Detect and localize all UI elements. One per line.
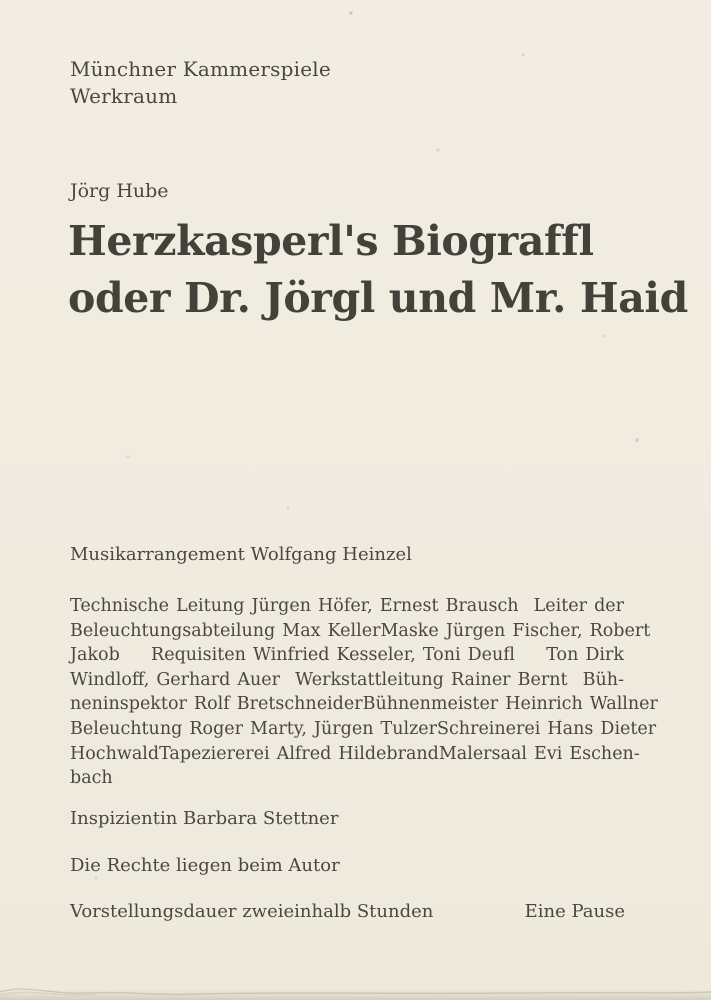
intermission-note: Eine Pause <box>524 901 625 922</box>
credit-segment: Leiter der <box>533 596 624 616</box>
credit-segment: Hochwald <box>70 743 160 764</box>
stage-manager-credit: Inspizientin Barbara Stettner <box>70 808 339 829</box>
page-bottom-shadow <box>0 989 711 1000</box>
play-title <box>68 213 688 327</box>
credit-segment: Jakob <box>70 645 120 666</box>
credits-line <box>70 668 624 693</box>
credit-segment: Tapeziererei Alfred Hildebrand <box>159 743 439 764</box>
music-credit: Musikarrangement Wolfgang Heinzel <box>70 544 412 565</box>
credit-segment: Büh- <box>582 669 624 690</box>
credit-segment: neninspektor Rolf Bretschneider <box>70 694 363 715</box>
credits-paragraph <box>70 594 658 791</box>
author-name: Jörg Hube <box>70 180 169 202</box>
credit-segment: Schreinerei Hans Dieter <box>437 718 657 739</box>
credits-line <box>70 742 640 767</box>
rights-note: Die Rechte liegen beim Autor <box>70 855 340 876</box>
credit-segment: Werkstattleitung Rainer Bernt <box>295 669 568 690</box>
venue-stage: Werkraum <box>70 84 178 108</box>
credit-segment: Technische Leitung Jürgen Höfer, Ernest Brausch <box>70 596 519 616</box>
credit-segment: Requisiten Winfried Kesseler, Toni Deufl <box>151 645 515 666</box>
venue-block <box>70 56 331 110</box>
credits-line <box>70 619 651 644</box>
credit-segment: Beleuchtungsabteilung Max Keller <box>70 620 381 641</box>
credits-line <box>70 717 657 742</box>
duration-note: Vorstellungsdauer zweieinhalb Stunden <box>70 901 434 922</box>
credit-segment: Bühnenmeister Heinrich Wallner <box>362 694 658 715</box>
credits-line <box>70 643 624 668</box>
credit-segment: Maske Jürgen Fischer, Robert <box>380 620 651 641</box>
credit-segment: Windloff, Gerhard Auer <box>70 669 280 690</box>
credit-segment: Ton Dirk <box>546 645 624 666</box>
duration-row <box>70 900 625 924</box>
credit-segment: Malersaal Evi Eschen- <box>438 743 640 764</box>
play-title-line2: oder Dr. Jörgl und Mr. Haid <box>68 274 688 322</box>
play-title-line1: Herzkasperl's Biograffl <box>68 217 594 265</box>
credit-segment: bach <box>70 768 113 789</box>
credits-line <box>70 692 658 717</box>
credits-line <box>70 594 624 619</box>
credits-line <box>70 766 624 791</box>
credit-segment: Beleuchtung Roger Marty, Jürgen Tulzer <box>70 718 438 739</box>
venue-name: Münchner Kammerspiele <box>70 57 331 81</box>
